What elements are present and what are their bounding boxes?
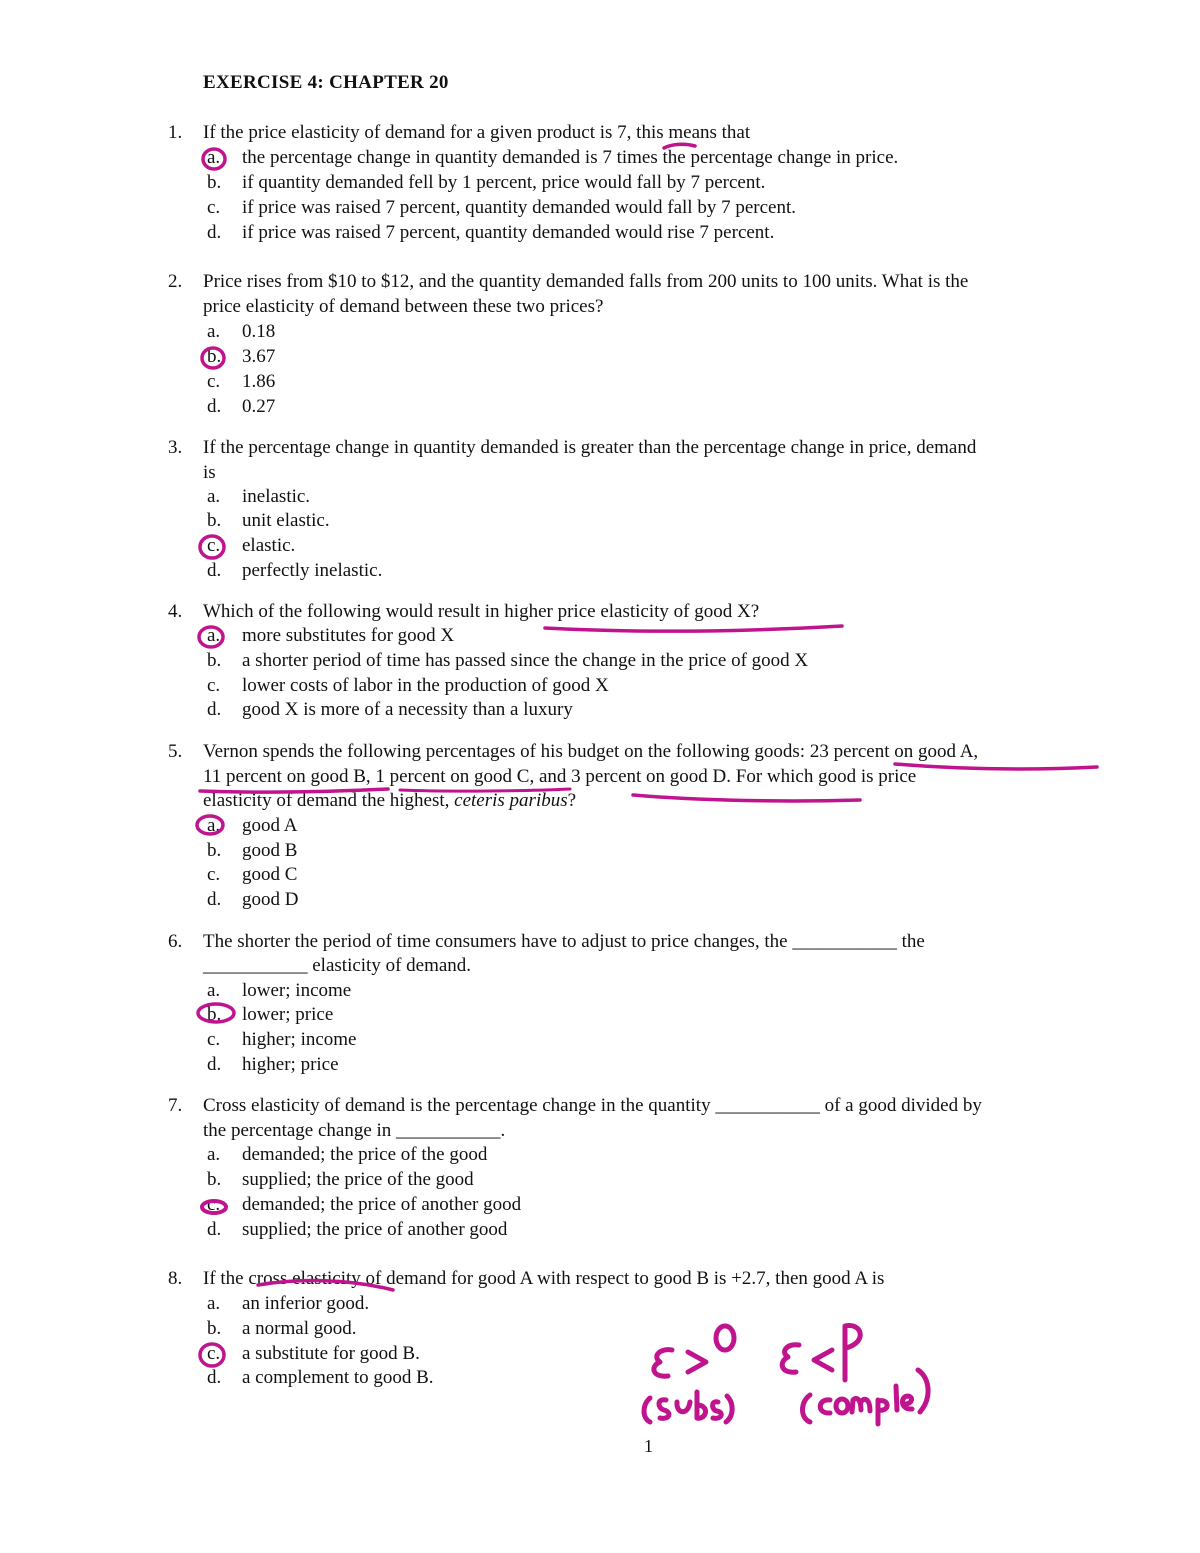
question-text: If the percentage change in quantity demanded is greater than the percentage change in price, demand [203,437,977,458]
option-letter: a. [207,625,221,646]
question-number: 2. [168,271,183,292]
question-text: Which of the following would result in higher price elasticity of good X? [203,601,760,622]
question-number: 3. [168,437,183,458]
question-text: The shorter the period of time consumers have to adjust to price changes, the ___________ the [203,931,925,952]
option-text: inelastic. [242,486,311,507]
option-letter: b. [207,1169,222,1190]
option-text: higher; price [242,1054,339,1075]
option-letter: d. [207,560,222,581]
option-text: 3.67 [242,346,276,367]
question-number: 7. [168,1095,183,1116]
option-letter: b. [207,346,222,367]
option-letter: a. [207,147,221,168]
question-text: Vernon spends the following percentages of his budget on the following goods: 23 percent on good A, [203,741,979,762]
exercise-title: EXERCISE 4: CHAPTER 20 [203,72,449,93]
option-letter: d. [207,222,222,243]
option-letter: c. [207,535,221,556]
option-letter: b. [207,1318,222,1339]
option-text: if price was raised 7 percent, quantity demanded would rise 7 percent. [242,222,775,243]
option-text: lower costs of labor in the production of good X [242,675,609,696]
option-letter: b. [207,840,222,861]
option-letter: a. [207,1293,221,1314]
question-text-part: elasticity of demand the highest, [203,790,455,811]
question-text: is [203,462,216,483]
option-letter: a. [207,815,221,836]
question-text: 11 percent on good B, 1 percent on good C, and 3 percent on good D. For which good is price [203,766,917,787]
option-text: a normal good. [242,1318,357,1339]
option-letter: b. [207,650,222,671]
option-letter: a. [207,1144,221,1165]
option-text: the percentage change in quantity demanded is 7 times the percentage change in price. [242,147,899,168]
option-letter: c. [207,1343,221,1364]
option-letter: a. [207,321,221,342]
question-text: Price rises from $10 to $12, and the quantity demanded falls from 200 units to 100 units. What is the [203,271,969,292]
option-letter: b. [207,1004,222,1025]
option-text: demanded; the price of the good [242,1144,488,1165]
question-number: 4. [168,601,183,622]
option-letter: c. [207,1029,221,1050]
option-text: unit elastic. [242,510,330,531]
option-text: an inferior good. [242,1293,370,1314]
option-text: 0.18 [242,321,276,342]
handwritten-note-complement [782,1325,928,1424]
question-text [203,789,576,813]
option-text: supplied; the price of another good [242,1219,508,1240]
question-text: If the cross elasticity of demand for good A with respect to good B is +2.7, then good A is [203,1268,885,1289]
option-text: if quantity demanded fell by 1 percent, price would fall by 7 percent. [242,172,766,193]
option-text: demanded; the price of another good [242,1194,522,1215]
option-text: if price was raised 7 percent, quantity demanded would fall by 7 percent. [242,197,796,218]
option-letter: d. [207,396,222,417]
option-text: higher; income [242,1029,357,1050]
option-letter: c. [207,1194,221,1215]
question-number: 1. [168,122,183,143]
option-letter: d. [207,699,222,720]
question-text-part: ? [567,790,577,811]
question-text: If the price elasticity of demand for a given product is 7, this means that [203,122,751,143]
option-text: 0.27 [242,396,276,417]
option-text: good C [242,864,298,885]
option-letter: c. [207,675,221,696]
option-text: good X is more of a necessity than a luxury [242,699,573,720]
question-text: ___________ elasticity of demand. [203,955,472,976]
option-letter: a. [207,486,221,507]
option-text: supplied; the price of the good [242,1169,474,1190]
option-letter: c. [207,864,221,885]
option-text: good D [242,889,299,910]
question-number: 8. [168,1268,183,1289]
option-letter: b. [207,172,222,193]
option-text: elastic. [242,535,296,556]
question-text: price elasticity of demand between these two prices? [203,296,604,317]
option-text: lower; income [242,980,352,1001]
option-text: good A [242,815,298,836]
option-text: a complement to good B. [242,1367,434,1388]
option-letter: a. [207,980,221,1001]
page-number: 1 [644,1436,653,1456]
option-text: 1.86 [242,371,276,392]
option-letter: c. [207,197,221,218]
handwritten-note-substitute [644,1326,734,1422]
latin-phrase: ceteris paribus [454,790,568,811]
question-text: Cross elasticity of demand is the percentage change in the quantity ___________ of a good divided by [203,1095,982,1116]
option-letter: d. [207,1054,222,1075]
question-text: the percentage change in ___________. [203,1120,506,1141]
question-number: 6. [168,931,183,952]
underline-mark [545,626,842,631]
option-text: good B [242,840,298,861]
underline-mark [633,795,860,801]
option-letter: c. [207,371,221,392]
option-letter: d. [207,1219,222,1240]
option-letter: d. [207,889,222,910]
option-text: more substitutes for good X [242,625,455,646]
underline-mark [895,764,1097,769]
option-text: perfectly inelastic. [242,560,383,581]
option-text: a shorter period of time has passed since the change in the price of good X [242,650,809,671]
question-number: 5. [168,741,183,762]
option-text: lower; price [242,1004,334,1025]
option-letter: d. [207,1367,222,1388]
option-text: a substitute for good B. [242,1343,420,1364]
option-letter: b. [207,510,222,531]
